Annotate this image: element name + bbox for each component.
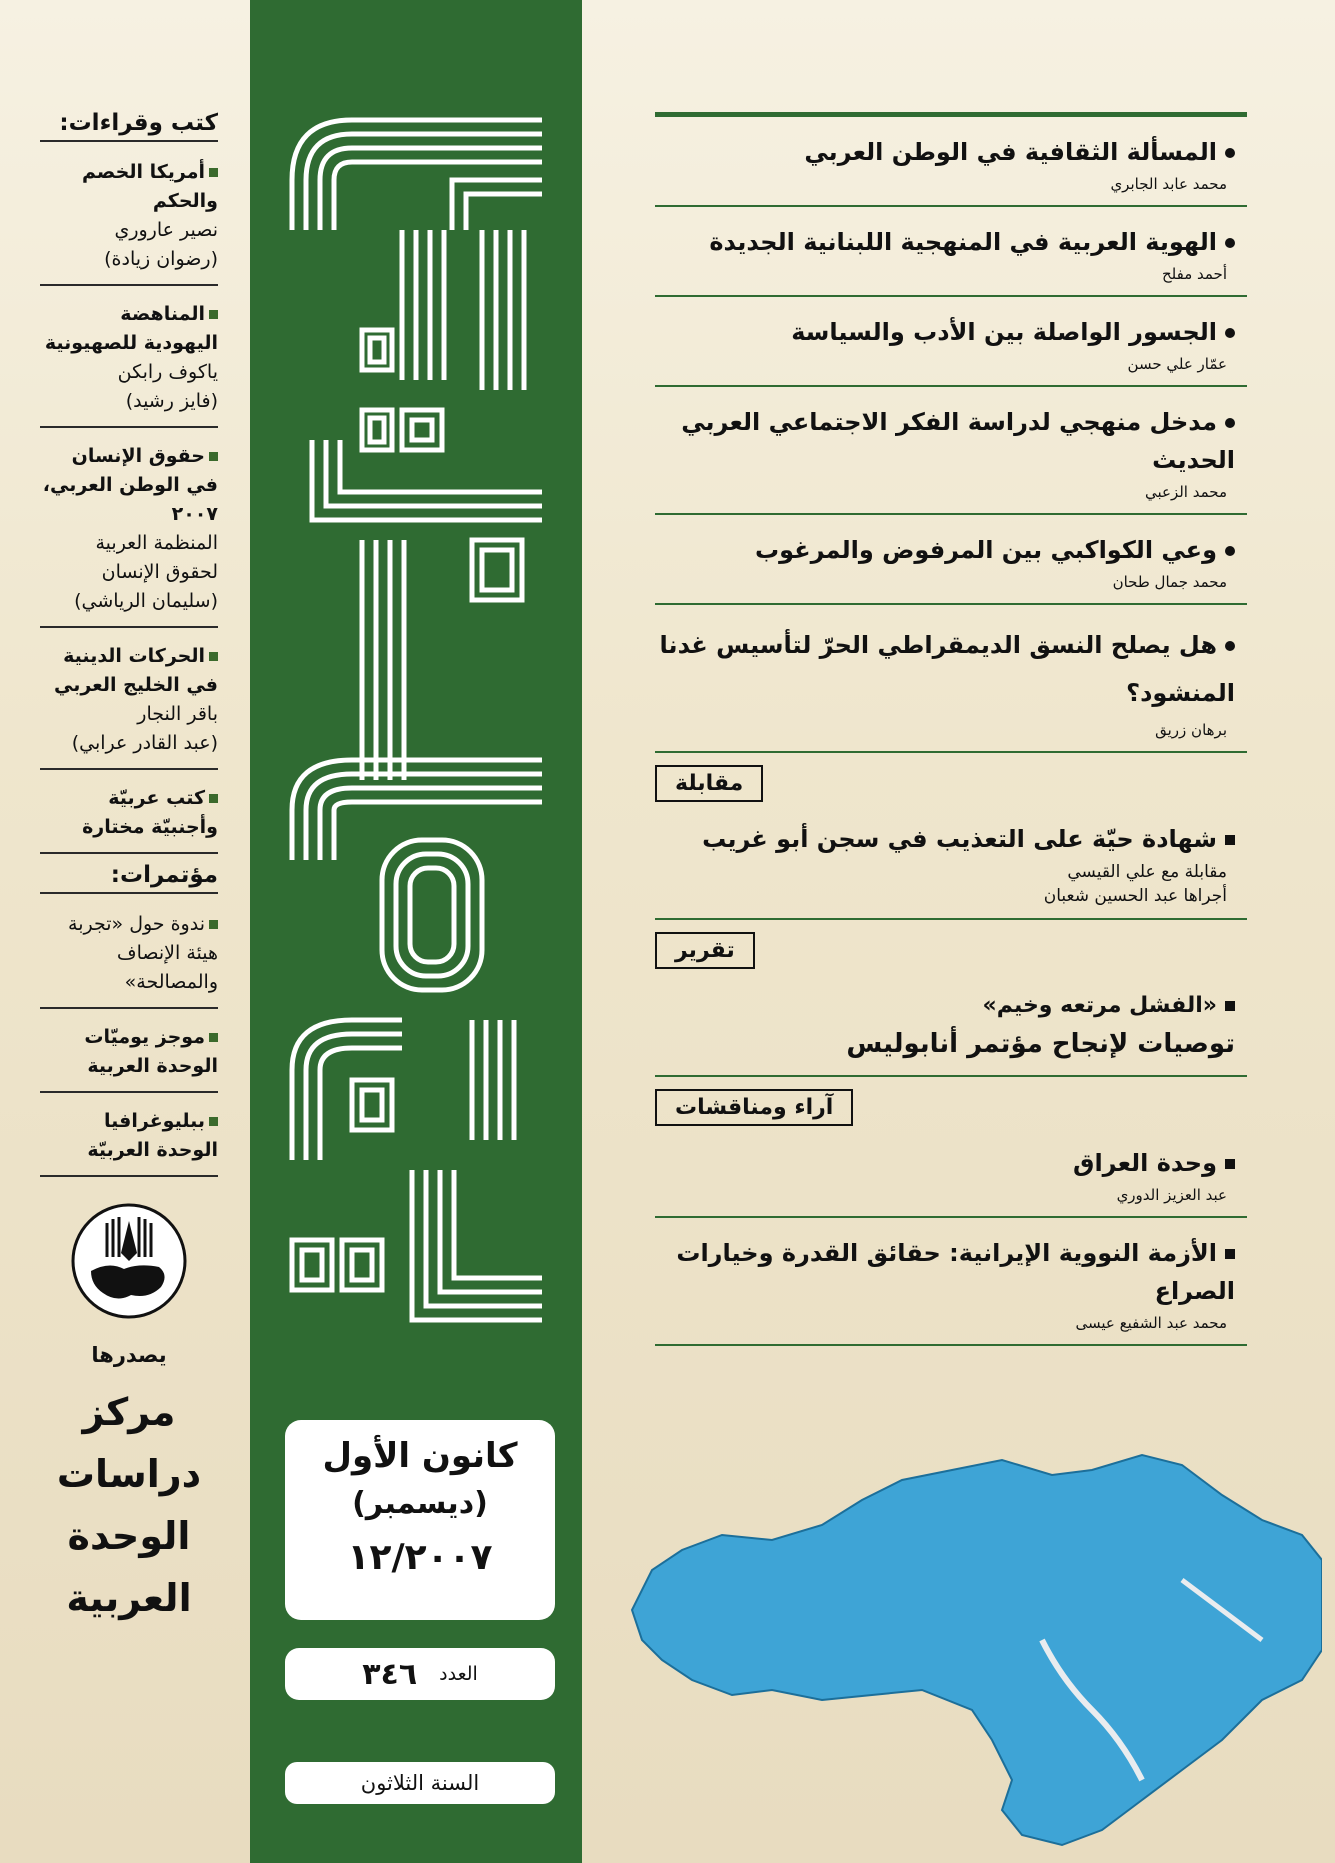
conferences-section-heading: مؤتمرات: [40, 862, 218, 894]
article-title: الهوية العربية في المنهجية اللبنانية الجديدة [709, 228, 1217, 256]
article-entry [655, 129, 1247, 207]
article-author: محمد عابد الجابري [1110, 175, 1227, 193]
issue-month-alt: (ديسمبر) [352, 1486, 488, 1521]
interview-entry [655, 816, 1247, 920]
bibliography-item: ببليوغرافيا الوحدة العربيّة [40, 1101, 218, 1177]
article-title: وعي الكواكبي بين المرفوض والمرغوب [755, 536, 1217, 564]
opinion-entry [655, 1140, 1247, 1218]
books-section-heading: كتب وقراءات: [40, 110, 218, 142]
book-author: باقر النجار [137, 703, 218, 725]
interview-title: شهادة حيّة على التعذيب في سجن أبو غريب [702, 825, 1217, 853]
bullet-icon [209, 452, 218, 461]
report-subtitle: توصيات لإنجاح مؤتمر أنابوليس [846, 1029, 1235, 1059]
article-entry [655, 617, 1247, 753]
bullet-icon [1225, 418, 1235, 428]
opinion-entry [655, 1230, 1247, 1346]
book-title: حقوق الإنسان في الوطن العربي، ٢٠٠٧ [42, 445, 218, 525]
issue-date-box [285, 1420, 555, 1620]
publisher-name: مركز دراسات الوحدة العربية [56, 1390, 202, 1620]
bullet-icon [209, 310, 218, 319]
opinions-heading: آراء ومناقشات [655, 1089, 853, 1126]
issue-label: العدد [439, 1663, 478, 1685]
opinion-title: الأزمة النووية الإيرانية: حقائق القدرة وخيارات الصراع [676, 1239, 1235, 1305]
book-entry [40, 436, 218, 628]
report-heading: تقرير [655, 932, 755, 969]
article-author: أحمد مفلح [1161, 265, 1227, 283]
article-entry [655, 309, 1247, 387]
bullet-icon [1225, 641, 1235, 651]
conference-item: ندوة حول «تجربة هيئة الإنصاف والمصالحة» [40, 904, 218, 1009]
article-title: المسألة الثقافية في الوطن العربي [804, 138, 1217, 166]
book-title: كتب عربيّة وأجنبيّة مختارة [82, 787, 218, 838]
book-author: نصير عاروري [114, 219, 218, 241]
book-title: أمريكا الخصم والحكم [82, 161, 218, 212]
book-reviewer: (عبد القادر عرابي) [71, 732, 218, 754]
report-section [655, 932, 1247, 969]
bullet-icon [209, 168, 218, 177]
article-author: برهان زريق [1155, 721, 1227, 739]
opinions-section [655, 1089, 1247, 1126]
article-author: عمّار علي حسن [1127, 355, 1227, 373]
book-author: المنظمة العربية لحقوق الإنسان [95, 532, 218, 583]
article-entry [655, 399, 1247, 515]
article-author: محمد جمال طحان [1112, 573, 1227, 591]
article-entry [655, 527, 1247, 605]
bullet-icon [1225, 1159, 1235, 1169]
opinion-author: عبد العزيز الدوري [1116, 1186, 1227, 1204]
report-entry [655, 983, 1247, 1077]
issue-year-box: السنة الثلاثون [285, 1762, 555, 1804]
issue-date: ١٢/٢٠٠٧ [347, 1537, 493, 1578]
book-reviewer: (سليمان الرياشي) [74, 590, 218, 612]
book-author: ياكوف رابكن [117, 361, 218, 383]
article-title: هل يصلح النسق الديمقراطي الحرّ لتأسيس غدنا المنشود؟ [659, 631, 1235, 707]
publisher-emblem-icon [69, 1201, 189, 1321]
publisher-intro: يصدرها [91, 1343, 167, 1367]
bullet-icon [209, 1117, 218, 1126]
interview-with: مقابلة مع علي القيسي [1067, 862, 1227, 882]
book-entry [40, 152, 218, 286]
contents-column [655, 112, 1247, 1358]
book-title: المناهضة اليهودية للصهيونية [44, 303, 218, 354]
issue-number-box [285, 1648, 555, 1700]
article-title: الجسور الواصلة بين الأدب والسياسة [791, 318, 1217, 346]
opinion-title: وحدة العراق [1073, 1149, 1217, 1177]
bullet-icon [209, 794, 218, 803]
interview-heading: مقابلة [655, 765, 763, 802]
bullet-icon [1225, 238, 1235, 248]
bullet-icon [1225, 148, 1235, 158]
book-reviewer: (رضوان زيادة) [104, 248, 218, 270]
interview-section [655, 765, 1247, 802]
magazine-logo-icon [272, 80, 560, 1380]
top-divider [655, 112, 1247, 117]
bullet-icon [1225, 328, 1235, 338]
bullet-icon [1225, 1001, 1235, 1011]
bullet-icon [209, 920, 218, 929]
green-spine-column [250, 0, 582, 1863]
diary-item: موجز يوميّات الوحدة العربية [40, 1017, 218, 1093]
report-title: «الفشل مرتعه وخيم» [982, 993, 1217, 1018]
bullet-icon [1225, 546, 1235, 556]
article-author: محمد الزعبي [1144, 483, 1227, 501]
book-entry [40, 294, 218, 428]
bullet-icon [209, 1033, 218, 1042]
book-reviewer: (فايز رشيد) [125, 390, 218, 412]
arab-world-map-icon [622, 1440, 1322, 1850]
issue-month: كانون الأول [322, 1436, 518, 1476]
bullet-icon [1225, 835, 1235, 845]
article-title: مدخل منهجي لدراسة الفكر الاجتماعي العربي الحديث [681, 408, 1235, 474]
book-entry [40, 636, 218, 770]
interview-by: أجراها عبد الحسين شعبان [1043, 886, 1227, 906]
book-entry [40, 778, 218, 854]
left-column [40, 110, 218, 1629]
issue-number: ٣٤٦ [362, 1656, 418, 1692]
opinion-author: محمد عبد الشفيع عيسى [1075, 1314, 1227, 1332]
bullet-icon [209, 652, 218, 661]
article-entry [655, 219, 1247, 297]
book-title: الحركات الدينية في الخليج العربي [54, 645, 218, 696]
bullet-icon [1225, 1249, 1235, 1259]
